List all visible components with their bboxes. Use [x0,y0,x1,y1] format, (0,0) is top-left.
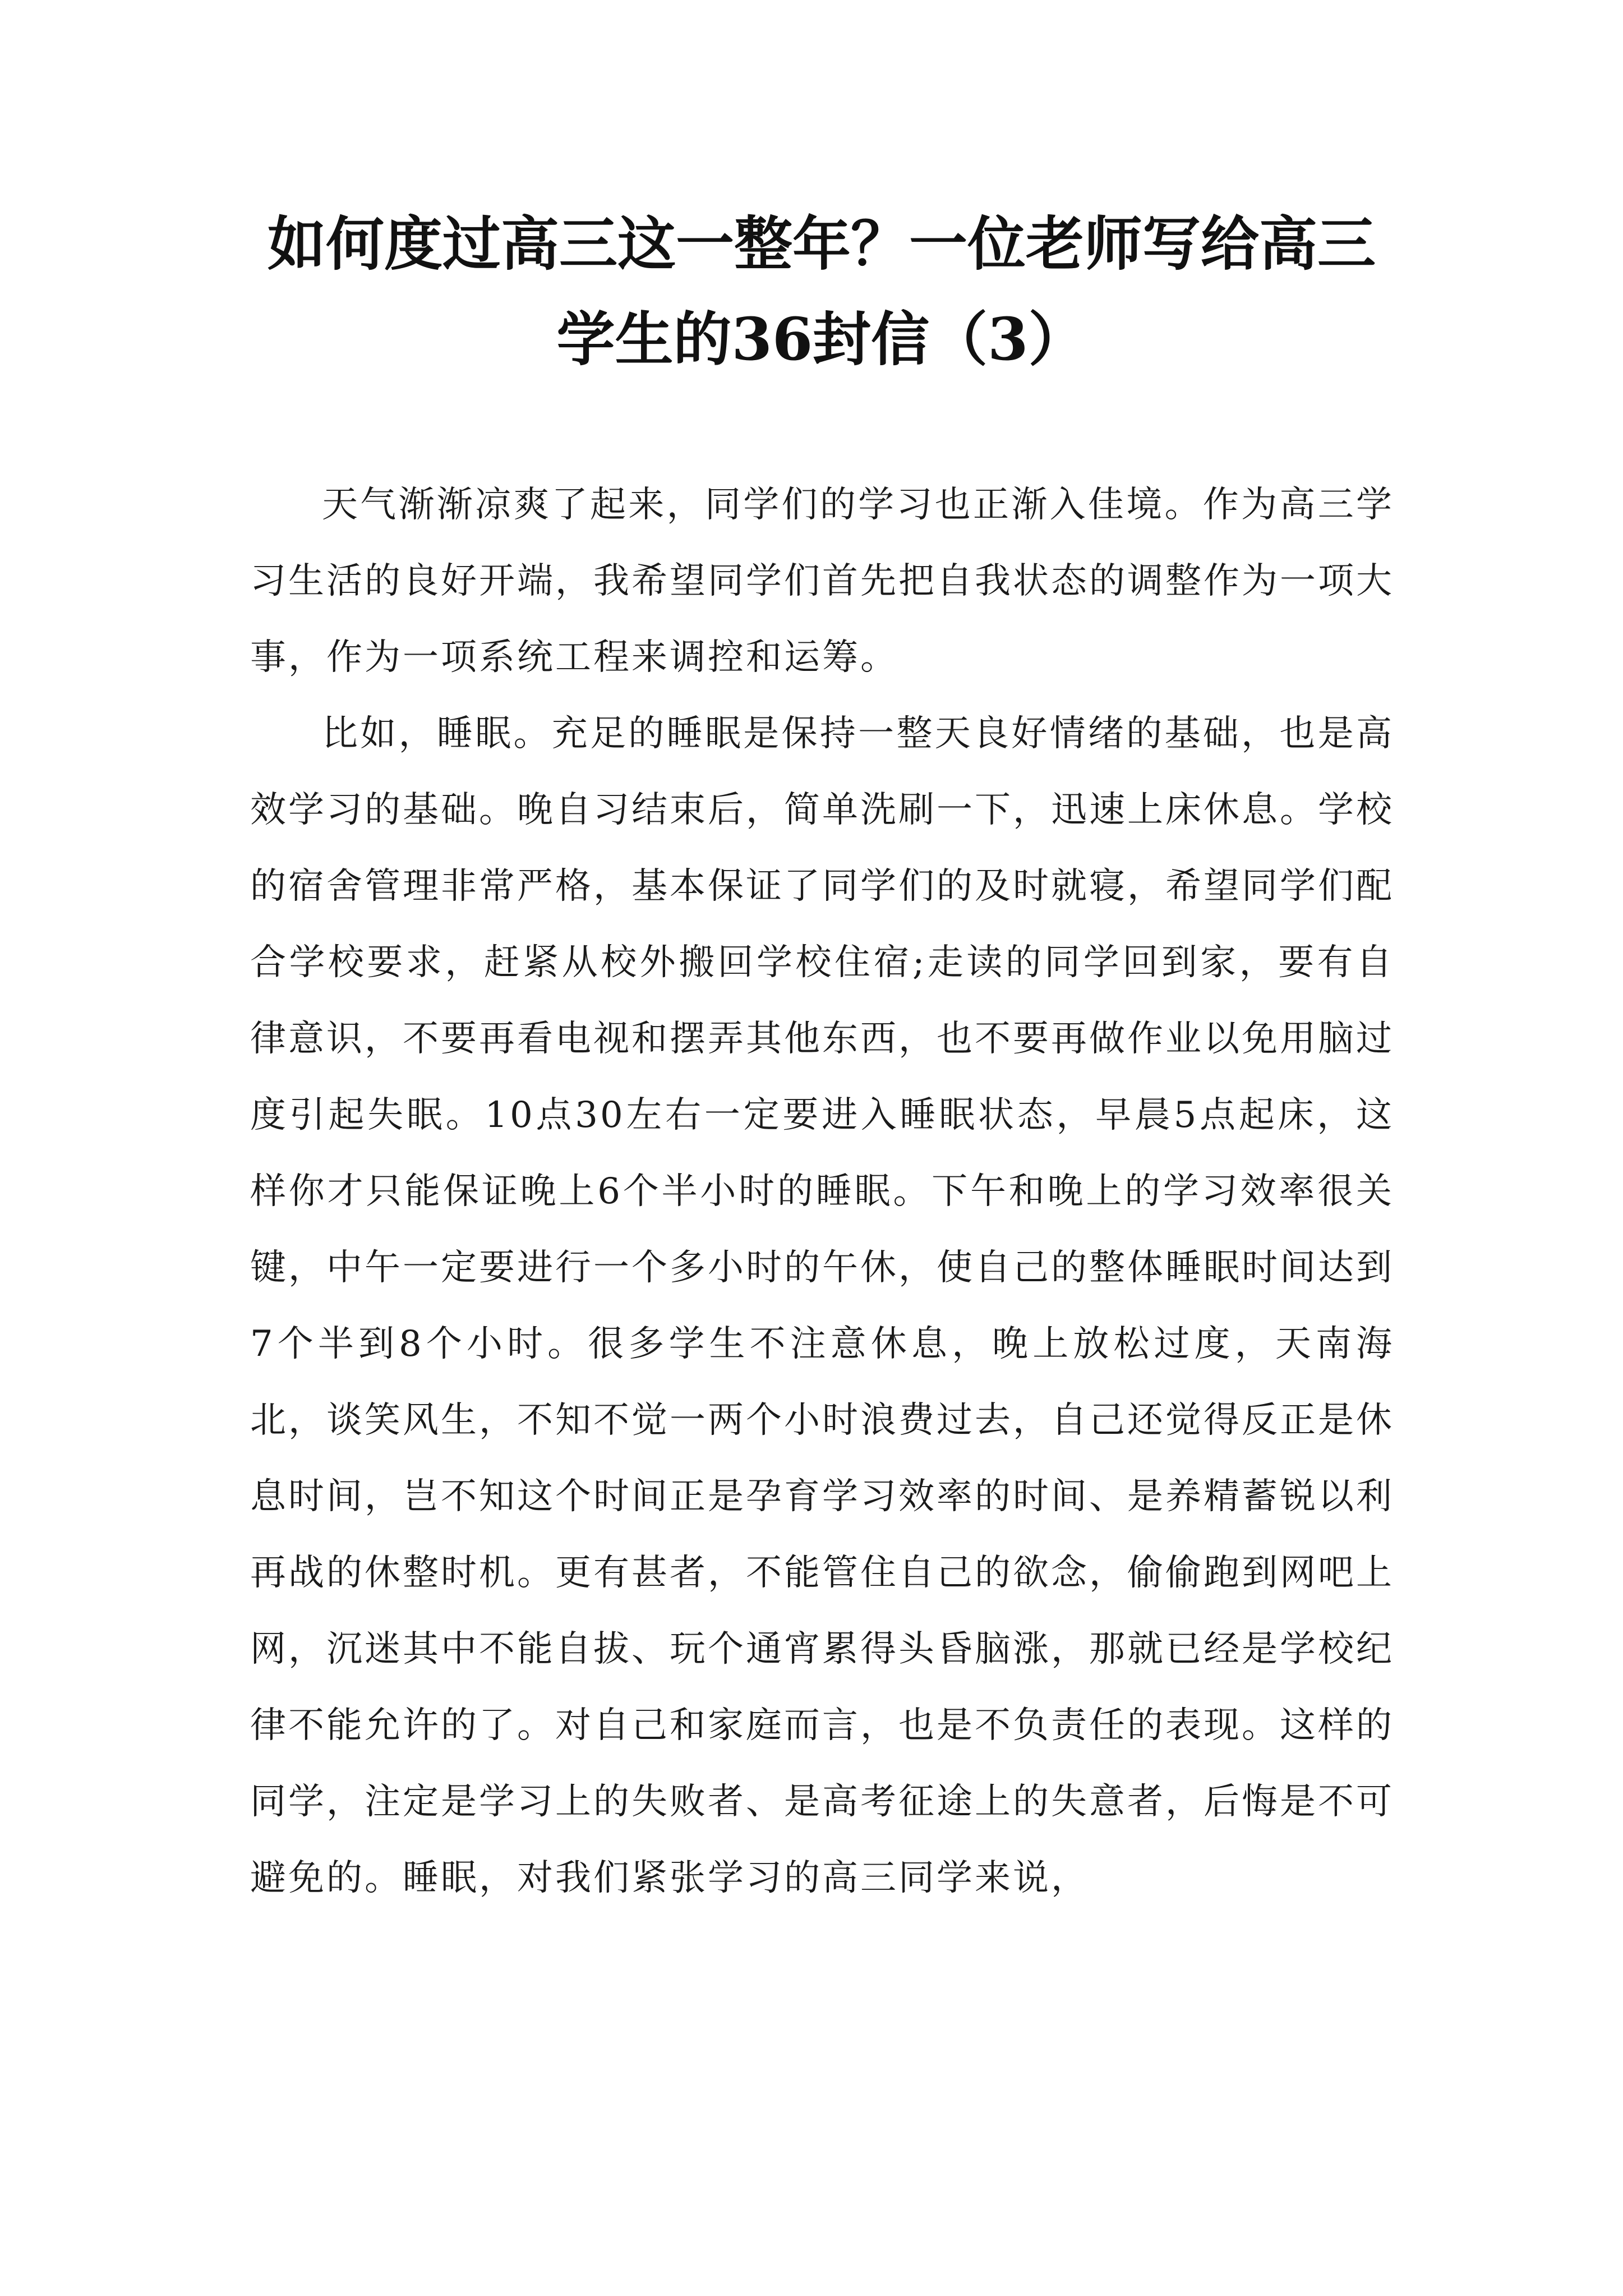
document-body [250,467,1394,1916]
document-title: 如何度过高三这一整年？一位老师写给高三学生的36封信（3） [267,209,1376,374]
paragraph: 比如，睡眠。充足的睡眠是保持一整天良好情绪的基础，也是高效学习的基础。晚自习结束后，简单洗刷一下，迅速上床休息。学校的宿舍管理非常严格，基本保证了同学们的及时就寝，希望同学们配合学校要求，赶紧从校外搬回学校住宿;走读的同学回到家，要有自律意识，不要再看电视和摆弄其他东西，也不要再做作业以免用脑过度引起失眠。10点30左右一定要进入睡眠状态，早晨5点起床，这样你才只能保证晚上6个半小时的睡眠。下午和晚上的学习效率很关键，中午一定要进行一个多小时的午休，使自己的整体睡眠时间达到7个半到8个小时。很多学生不注意休息，晚上放松过度，天南海北，谈笑风生，不知不觉一两个小时浪费过去，自己还觉得反正是休息时间，岂不知这个时间正是孕育学习效率的时间、是养精蓄锐以利再战的休整时机。更有甚者，不能管住自己的欲念，偷偷跑到网吧上网，沉迷其中不能自拔、玩个通宵累得头昏脑涨，那就已经是学校纪律不能允许的了。对自己和家庭而言，也是不负责任的表现。这样的同学，注定是学习上的失败者、是高考征途上的失意者，后悔是不可避免的。睡眠，对我们紧张学习的高三同学来说， [250,713,1394,1899]
paragraph: 天气渐渐凉爽了起来，同学们的学习也正渐入佳境。作为高三学习生活的良好开端，我希望同学们首先把自我状态的调整作为一项大事，作为一项系统工程来调控和运筹。 [250,484,1394,678]
